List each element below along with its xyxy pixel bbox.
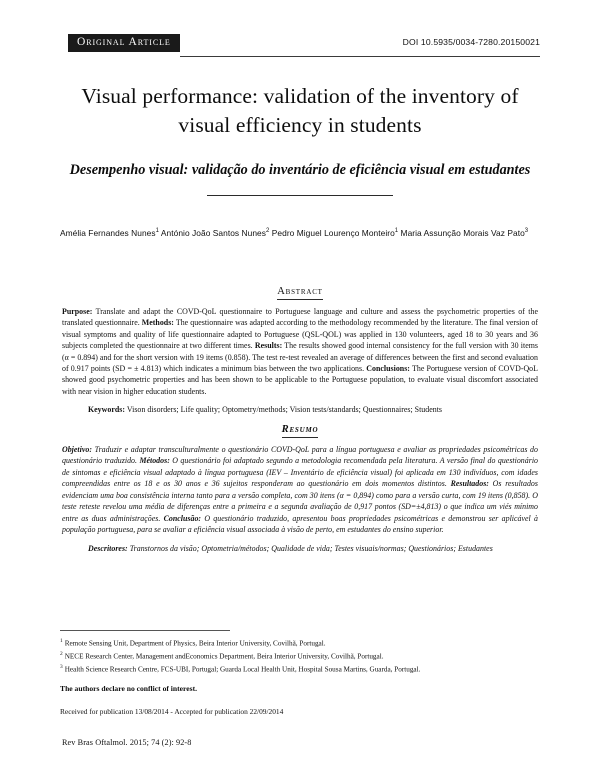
header-divider (180, 56, 540, 57)
received-accepted-dates: Received for publication 13/08/2014 - Accepted for publication 22/09/2014 (60, 707, 284, 716)
affiliation-marker: 2 (60, 651, 63, 658)
affiliation-text: NECE Research Center, Management andEconomics Department, Beira Interior University, Covilhã, Portugal. (64, 652, 384, 661)
abstract-body (62, 306, 538, 415)
abstract-heading (60, 281, 540, 300)
affiliation-item (60, 663, 540, 676)
resumo-heading-label: Resumo (282, 424, 319, 438)
resumo-body (62, 444, 538, 554)
authors-line (60, 228, 542, 238)
resumo-heading (60, 419, 540, 438)
affiliation-marker: 1 (60, 638, 63, 644)
affiliation-text: Health Science Research Centre, FCS-UBI, Portugal; Guarda Local Health Unit, Hospital Sousa Martins, Guarda, Portugal. (64, 665, 421, 674)
abstract-text: Purpose: Translate and adapt the COVD-QoL questionnaire to Portuguese language and culture and assess the psychometric properties of the translated questionnaire. Methods: The questionnaire was adapted according to the methodology recommended by the literature. The final version of visual symptoms and quality of life questionnaire adapted to Portuguese (QSL-QOL) was applied in 130 volunteers, aged 18 to 30 years and 36 subjects completed the questionnaire at two different times. Results: The results showed good internal consistency for the full version with 30 items (α = 0.894) and for the short version with 19 items (0.858). The test re-test revealed an average of differences between the first and second evaluation of 0.917 points (SD = ± 4.813) which indicates a minimum bias between the two applications. Conclusions: The Portuguese version of COVD-QoL showed good psychometric properties and has been shown to be applicable to the Portuguese population, to evaluate visual discomfort associated with near vision in higher education students. (62, 307, 538, 396)
abstract-heading-label: Abstract (277, 286, 323, 300)
affiliations-list (60, 637, 540, 676)
keywords-line (62, 404, 538, 415)
page-header (68, 34, 540, 58)
affiliation-item (60, 650, 540, 663)
conflict-statement: The authors declare no conflict of interest. (60, 684, 198, 693)
subtitle-portuguese: Desempenho visual: validação do inventário de eficiência visual em estudantes (69, 162, 531, 179)
footer-divider (60, 630, 230, 631)
affiliation-item (60, 637, 540, 650)
title-block (60, 82, 540, 196)
keywords-text: Vison disorders; Life quality; Optometry/methods; Vision tests/standards; Questionnaires; Students (126, 405, 443, 414)
descritores-label: Descritores: (88, 543, 128, 553)
authors-text: Amélia Fernandes Nunes$^1$ António João Santos Nunes$^2$ Pedro Miguel Lourenço Monteiro$^1$ Maria Assunção Morais Vaz Pato$^3$ (60, 228, 529, 238)
journal-citation: Rev Bras Oftalmol. 2015; 74 (2): 92-8 (62, 738, 192, 747)
page-title: Visual performance: validation of the inventory of visual efficiency in students (81, 84, 519, 137)
keywords-label: Keywords: (88, 405, 125, 414)
descritores-text: Transtornos da visão; Optometria/métodos; Qualidade de vida; Testes visuais/normas; Questionários; Estudantes (129, 543, 493, 553)
doi-text[interactable]: DOI 10.5935/0034-7280.20150021 (402, 37, 540, 47)
descritores-line (62, 543, 538, 554)
article-type-badge: Original Article (68, 34, 180, 52)
affiliation-text: Remote Sensing Unit, Department of Physics, Beira Interior University, Covilhã, Portugal. (64, 639, 326, 648)
affiliation-marker: 3 (60, 664, 63, 671)
title-divider (207, 195, 393, 196)
resumo-text: Objetivo: Traduzir e adaptar transculturalmente o questionário COVD-QoL para a língua portuguesa e avaliar as propriedades psicométricas do questionário traduzido. Métodos: O questionário foi adaptado segundo a metodologia recomendada pela literatura. A versão final do questionário de sintomas e eficiência visual adaptado à língua portuguesa (IEV – Inventário de eficiência visual) foi aplicada em 130 indivíduos, com idades compreendidas entre os 18 e os 30 anos e 36 sujeitos responderam ao questionário em dois momentos distintos. Resultados: Os resultados evidenciam uma boa consistência interna tanto para a versão completa, com 30 itens (α = 0,894) como para a versão curta, com 19 itens (0,858). O teste reteste revelou uma média de diferenças entre a primeira e a segunda avaliação de 0,917 pontos (SD=±4,813) o que indica um viés mínimo entre as duas administrações. Conclusão: O questionário traduzido, apresentou boas propriedades psicométricas e demonstrou ser aplicável à população portuguesa, para se avaliar a eficiência visual associada à visão de perto, em estudantes do ensino superior. (62, 445, 538, 535)
